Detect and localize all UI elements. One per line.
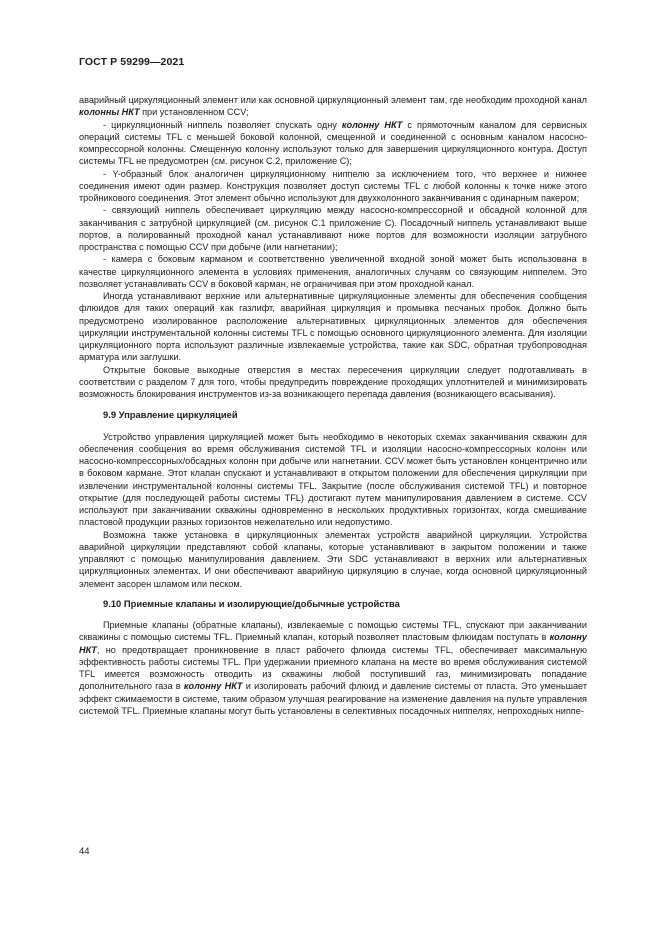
text-run: Иногда устанавливают верхние или альтернативные циркуляционные элементы для обеспечения сообщения флюидов для таких операций как газлифт, аварийная циркуляция и промывка песчаных пробок. Должно быть предусмотрено изолированное расположение альтернативных циркуляционных элементов для обеспечения циркуляции инструментальной колонны системы TFL с помощью основного циркуляционного элемента. Для изоляции циркуляционного порта используют различные извлекаемые устройства, такие как SDC, обратная трубопроводная арматура или заглушки.	[79, 291, 587, 363]
text-run: с прямоточным каналом для сервисных операций системы TFL с меньшей боковой колонной, смещенной и соединенной с основным каналом насосно-компрессорной колонны. Смещенную колонну используют только для завершения циркуляционного контура. Доступ системы TFL не предусмотрен (см. рисунок С.2, приложение С);	[79, 119, 587, 167]
section-heading-9-9: 9.9 Управление циркуляцией	[103, 409, 238, 421]
text-run: Открытые боковые выходные отверстия в местах пересечения циркуляции следует подготавливать в соответствии с разделом 7 для того, чтобы предупредить повреждение проходящих уплотнителей и минимизировать возможность блокирования инструментов из-за возникающего перепада давления (возникающего всасывания).	[79, 364, 587, 399]
paragraph	[79, 290, 587, 364]
paragraph	[79, 529, 587, 590]
paragraph-bullet	[79, 119, 587, 168]
paragraph-bullet	[79, 253, 587, 290]
emphasis-term: колонну НКТ	[79, 632, 587, 655]
paragraph-bullet	[79, 168, 587, 205]
body-text	[79, 94, 587, 717]
page-number: 44	[79, 846, 90, 857]
text-run: , но предотвращает проникновение в пласт рабочего флюида системы TFL, обеспечивает максимальную эффективность работы системы TFL. При удержании приемного клапана на месте во время обслуживания системой TFL имеется возможность отводить из скважины любой поступивший газ, минимизировать попадание дополнительного газа в	[79, 644, 587, 692]
section-heading-9-10: 9.10 Приемные клапаны и изолирующие/добычные устройства	[103, 597, 400, 609]
paragraph	[79, 94, 587, 119]
paragraph	[79, 364, 587, 401]
paragraph	[79, 431, 587, 529]
text-run: аварийный циркуляционный элемент или как основной циркуляционный элемент там, где необходим проходной канал	[79, 95, 587, 105]
text-run: - циркуляционный ниппель позволяет спускать одну	[103, 119, 342, 130]
emphasis-term: колонны НКТ	[79, 107, 140, 118]
paragraph	[79, 619, 587, 717]
emphasis-term: колонну НКТ	[341, 119, 403, 130]
text-run: Возможна также установка в циркуляционных элементах устройств аварийной циркуляции. Устройства аварийной циркуляции представляют собой клапаны, которые устанавливают в закрытом положении и также управляют с помощью манипулирования давлением. Эти SDC устанавливают в верхних или альтернативных циркуляционных элементах. И они обеспечивают аварийную циркуляцию в случае, когда основной циркуляционный элемент засорен шламом или песком.	[79, 529, 587, 589]
text-run: Приемные клапаны (обратные клапаны), извлекаемые с помощью системы TFL, спускают при заканчивании скважины с помощью системы TFL. Приемный клапан, который позволяет пластовым флюидам поступать в	[79, 620, 587, 643]
standard-header: ГОСТ Р 59299—2021	[79, 56, 185, 68]
text-run: и изолировать рабочий флюид и давление системы от пласта. Это уменьшает эффект сжимаемости в системе, таким образом улучшая реагирование на изменение давления на пульте управления системой TFL. Приемные клапаны могут быть установлены в селективных посадочных ниппелях, непроходных ниппе-	[79, 681, 587, 716]
text-run: при установленном CCV;	[139, 107, 249, 118]
text-run: Устройство управления циркуляцией может быть необходимо в некоторых схемах заканчивания скважин для обеспечения сообщения во время обслуживания системой TFL и изоляции насосно-компрессорных колонн или насосно-компрессорных/обсадных колонн при добыче или нагнетании. CCV может быть установлен концентрично или в боковом кармане. Этот клапан спускают и устанавливают в открытом положении для обеспечения циркуляции при извлечении инструментальной колонны системы TFL. Закрытие (после обслуживания системой TFL) и повторное открытие (для последующей работы системы TFL) достигают путем манипулирования давлением в системе. CCV используют при заканчивании скважины одновременно в нескольких продуктивных горизонтах, когда смешивание пластовой продукции разных горизонтов нежелательно или недопустимо.	[79, 431, 587, 528]
text-run: - камера с боковым карманом и соответственно увеличенной входной зоной может быть использована в качестве циркуляционного элемента в условиях применения, аналогичных случаям со связующим ниппелем. Это позволяет устанавливать CCV в боковой карман, не ограничивая при этом проходной канал.	[79, 254, 587, 289]
text-run: - связующий ниппель обеспечивает циркуляцию между насосно-компрессорной и обсадной колонной для заканчивания с затрубной циркуляцией (см. рисунок С.1 приложение С). Посадочный ниппель устанавливают выше портов, а полированный проходной канал устанавливают ниже портов для возможности изоляции затрубного пространства с помощью CCV при добыче (или нагнетании);	[79, 205, 587, 252]
text-run: - Y-образный блок аналогичен циркуляционному ниппелю за исключением того, что верхнее и нижнее соединения имеют один размер. Конструкция позволяет доступ системы TFL с любой колонны к точке ниже этого тройникового соединения. Этот элемент обычно используют для двухколонного заканчивания с одинарным пакером;	[79, 168, 587, 203]
paragraph-bullet	[79, 204, 587, 253]
emphasis-term: колонну НКТ	[183, 681, 243, 692]
